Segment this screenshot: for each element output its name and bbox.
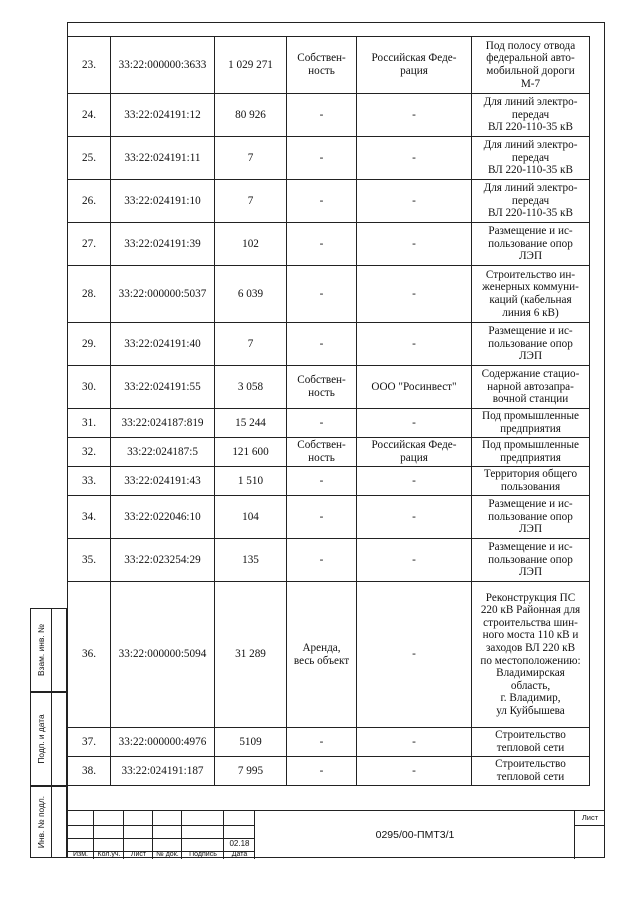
stamp-date-value: 02.18 <box>229 839 250 848</box>
permitted-use: Размещение и ис- пользование опор ЛЭП <box>472 223 590 266</box>
row-number: 32. <box>68 438 111 467</box>
permitted-use: Территория общего пользования <box>472 467 590 496</box>
right-holder: - <box>357 582 472 728</box>
document-number: 0295/00-ПМТ3/1 <box>375 829 455 841</box>
table-row <box>68 94 590 137</box>
table-row <box>68 496 590 539</box>
right-type: - <box>287 728 357 757</box>
stamp-data: Дата <box>231 851 248 858</box>
sheet-label: Лист <box>581 813 599 822</box>
right-holder: - <box>357 266 472 323</box>
stamp-kol: Кол.уч. <box>97 851 121 858</box>
table-row <box>68 180 590 223</box>
right-type: - <box>287 539 357 582</box>
title-block <box>67 810 605 858</box>
row-number: 35. <box>68 539 111 582</box>
row-number: 29. <box>68 323 111 366</box>
permitted-use: Размещение и ис- пользование опор ЛЭП <box>472 323 590 366</box>
right-type: - <box>287 223 357 266</box>
right-holder: - <box>357 180 472 223</box>
land-plots-table <box>67 36 590 786</box>
row-number: 23. <box>68 37 111 94</box>
row-number: 27. <box>68 223 111 266</box>
area-value: 102 <box>215 223 287 266</box>
permitted-use: Под промышленные предприятия <box>472 438 590 467</box>
right-holder: Российская Феде- рация <box>357 37 472 94</box>
area-value: 5109 <box>215 728 287 757</box>
right-holder: - <box>357 539 472 582</box>
permitted-use: Для линий электро- передач ВЛ 220-110-35 кВ <box>472 180 590 223</box>
permitted-use: Под промышленные предприятия <box>472 409 590 438</box>
cadastral-number: 33:22:024191:12 <box>111 94 215 137</box>
right-holder: - <box>357 94 472 137</box>
cadastral-number: 33:22:024191:55 <box>111 366 215 409</box>
right-type: Собствен- ность <box>287 366 357 409</box>
row-number: 26. <box>68 180 111 223</box>
permitted-use: Строительство тепловой сети <box>472 757 590 786</box>
area-value: 6 039 <box>215 266 287 323</box>
right-holder: ООО "Росинвест" <box>357 366 472 409</box>
row-number: 28. <box>68 266 111 323</box>
table-row <box>68 366 590 409</box>
cadastral-number: 33:22:024187:5 <box>111 438 215 467</box>
table-row <box>68 409 590 438</box>
cadastral-number: 33:22:024187:819 <box>111 409 215 438</box>
right-type: Собствен- ность <box>287 438 357 467</box>
area-value: 7 995 <box>215 757 287 786</box>
area-value: 121 600 <box>215 438 287 467</box>
table-row <box>68 467 590 496</box>
right-holder: - <box>357 223 472 266</box>
cadastral-number: 33:22:000000:5037 <box>111 266 215 323</box>
permitted-use: Размещение и ис- пользование опор ЛЭП <box>472 539 590 582</box>
row-number: 33. <box>68 467 111 496</box>
side-stamp-inv <box>30 786 67 858</box>
row-number: 31. <box>68 409 111 438</box>
stamp-izm: Изм. <box>73 851 88 858</box>
stamp-list: Лист <box>130 851 147 858</box>
side-label-podp: Подп. и дата <box>36 714 46 764</box>
cadastral-number: 33:22:024191:187 <box>111 757 215 786</box>
cadastral-number: 33:22:000000:3633 <box>111 37 215 94</box>
permitted-use: Содержание стацио- нарной автозапра- вочной станции <box>472 366 590 409</box>
cadastral-number: 33:22:024191:39 <box>111 223 215 266</box>
table-row <box>68 323 590 366</box>
permitted-use: Строительство тепловой сети <box>472 728 590 757</box>
right-holder: Российская Феде- рация <box>357 438 472 467</box>
area-value: 1 510 <box>215 467 287 496</box>
table-row <box>68 757 590 786</box>
side-label-vzam: Взам. инв. № <box>36 624 46 676</box>
right-holder: - <box>357 757 472 786</box>
permitted-use: Под полосу отвода федеральной авто- мобильной дороги М-7 <box>472 37 590 94</box>
row-number: 25. <box>68 137 111 180</box>
cadastral-number: 33:22:024191:40 <box>111 323 215 366</box>
right-holder: - <box>357 496 472 539</box>
table-row <box>68 223 590 266</box>
permitted-use: Реконструкция ПС 220 кВ Районная для строительства шин- ного моста 110 кВ и заходов ВЛ 220 кВ по местоположению: Владимирская область, г. Владимир, ул Куйбышева <box>472 582 590 728</box>
table-row <box>68 539 590 582</box>
table-row <box>68 728 590 757</box>
table-row <box>68 37 590 94</box>
right-holder: - <box>357 728 472 757</box>
area-value: 80 926 <box>215 94 287 137</box>
right-type: - <box>287 467 357 496</box>
area-value: 7 <box>215 323 287 366</box>
row-number: 34. <box>68 496 111 539</box>
row-number: 37. <box>68 728 111 757</box>
area-value: 104 <box>215 496 287 539</box>
right-type: Собствен- ность <box>287 37 357 94</box>
side-stamp-podp <box>30 692 67 786</box>
area-value: 1 029 271 <box>215 37 287 94</box>
right-type: - <box>287 266 357 323</box>
row-number: 38. <box>68 757 111 786</box>
right-type: - <box>287 323 357 366</box>
cadastral-number: 33:22:000000:4976 <box>111 728 215 757</box>
area-value: 31 289 <box>215 582 287 728</box>
stamp-podpis: Подпись <box>189 851 217 858</box>
right-type: Аренда, весь объект <box>287 582 357 728</box>
right-type: - <box>287 180 357 223</box>
cadastral-number: 33:22:024191:11 <box>111 137 215 180</box>
area-value: 7 <box>215 180 287 223</box>
table-row <box>68 582 590 728</box>
permitted-use: Размещение и ис- пользование опор ЛЭП <box>472 496 590 539</box>
right-type: - <box>287 137 357 180</box>
right-holder: - <box>357 467 472 496</box>
table-row <box>68 266 590 323</box>
row-number: 24. <box>68 94 111 137</box>
side-label-inv: Инв. № подл. <box>36 795 46 849</box>
permitted-use: Строительство ин- женерных коммуни- каций (кабельная линия 6 кВ) <box>472 266 590 323</box>
permitted-use: Для линий электро- передач ВЛ 220-110-35 кВ <box>472 137 590 180</box>
right-holder: - <box>357 137 472 180</box>
permitted-use: Для линий электро- передач ВЛ 220-110-35 кВ <box>472 94 590 137</box>
right-holder: - <box>357 323 472 366</box>
table-row <box>68 438 590 467</box>
cadastral-number: 33:22:000000:5094 <box>111 582 215 728</box>
cadastral-number: 33:22:024191:10 <box>111 180 215 223</box>
side-stamp-vzam <box>30 608 67 692</box>
stamp-ndok: № док. <box>156 851 179 858</box>
right-type: - <box>287 496 357 539</box>
right-holder: - <box>357 409 472 438</box>
area-value: 135 <box>215 539 287 582</box>
right-type: - <box>287 94 357 137</box>
area-value: 3 058 <box>215 366 287 409</box>
right-type: - <box>287 409 357 438</box>
table-row <box>68 137 590 180</box>
cadastral-number: 33:22:022046:10 <box>111 496 215 539</box>
cadastral-number: 33:22:024191:43 <box>111 467 215 496</box>
row-number: 30. <box>68 366 111 409</box>
right-type: - <box>287 757 357 786</box>
row-number: 36. <box>68 582 111 728</box>
cadastral-number: 33:22:023254:29 <box>111 539 215 582</box>
area-value: 15 244 <box>215 409 287 438</box>
area-value: 7 <box>215 137 287 180</box>
